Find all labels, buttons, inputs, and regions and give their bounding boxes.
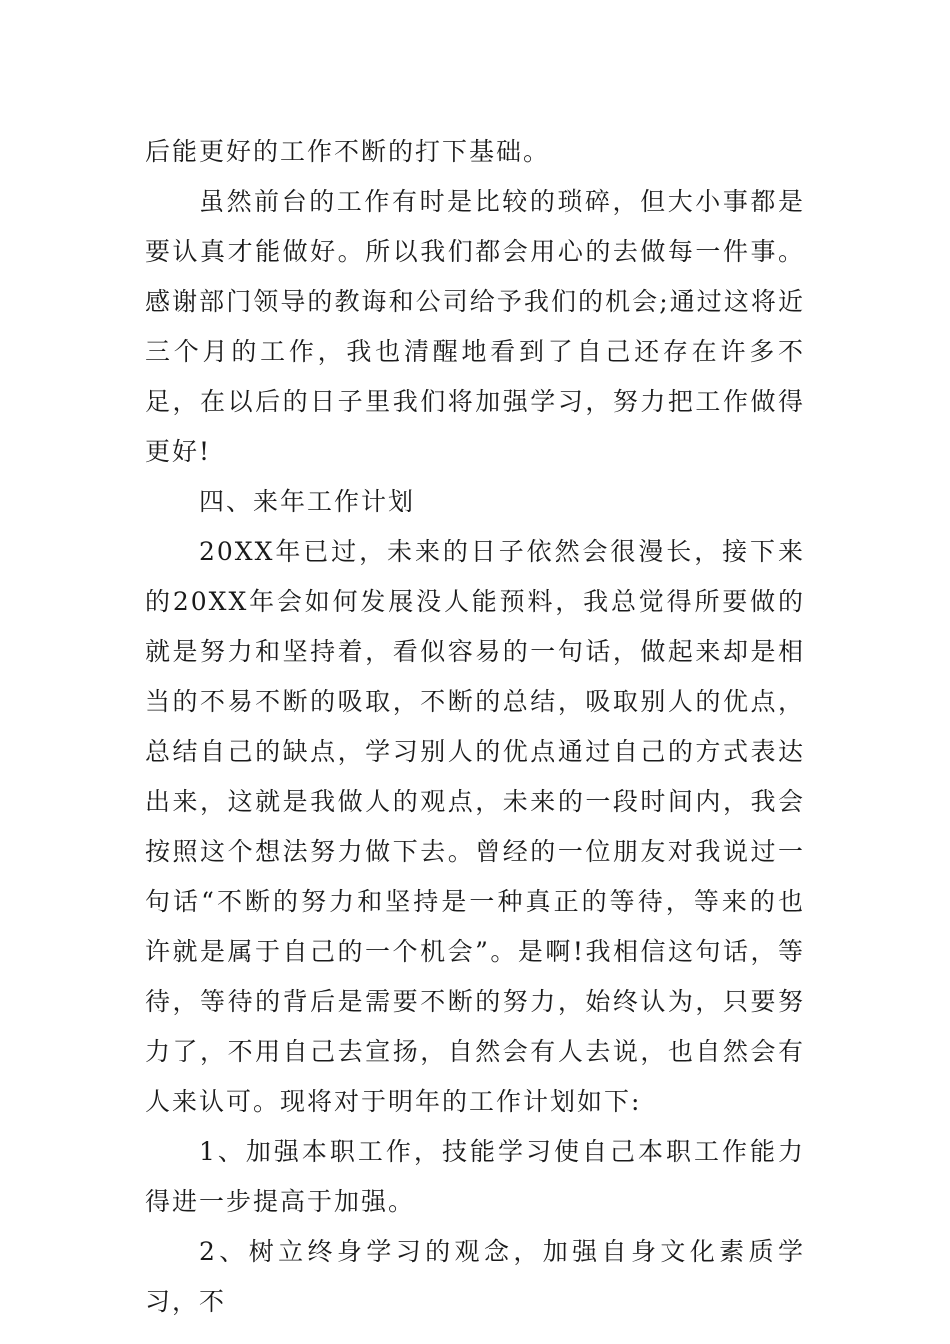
section-heading-next-year-plan: 四、来年工作计划 [199, 487, 416, 516]
plan-item-1: 1、加强本职工作，技能学习使自己本职工作能力得进一步提高于加强。 [145, 1137, 805, 1216]
paragraph-continuation: 后能更好的工作不断的打下基础。 [145, 137, 551, 166]
paragraph-reception-work: 虽然前台的工作有时是比较的琐碎，但大小事都是要认真才能做好。所以我们都会用心的去做每一件事。感谢部门领导的教诲和公司给予我们的机会;通过这将近三个月的工作，我也清醒地看到了自己还存在许多不足，在以后的日子里我们将加强学习，努力把工作做得更好! [145, 187, 805, 466]
paragraph-next-year-outlook: 20XX年已过，未来的日子依然会很漫长，接下来的20XX年会如何发展没人能预料，我总觉得所要做的就是努力和坚持着，看似容易的一句话，做起来却是相当的不易不断的吸取，不断的总结，吸取别人的优点，总结自己的缺点，学习别人的优点通过自己的方式表达出来，这就是我做人的观点，未来的一段时间内，我会按照这个想法努力做下去。曾经的一位朋友对我说过一句话“不断的努力和坚持是一种真正的等待，等来的也许就是属于自己的一个机会”。是啊!我相信这句话，等待，等待的背后是需要不断的努力，始终认为，只要努力了，不用自己去宣扬，自然会有人去说，也自然会有人来认可。现将对于明年的工作计划如下: [145, 537, 805, 1116]
plan-item-2: 2、树立终身学习的观念，加强自身文化素质学习，不 [145, 1237, 805, 1316]
document-body [145, 127, 805, 1327]
